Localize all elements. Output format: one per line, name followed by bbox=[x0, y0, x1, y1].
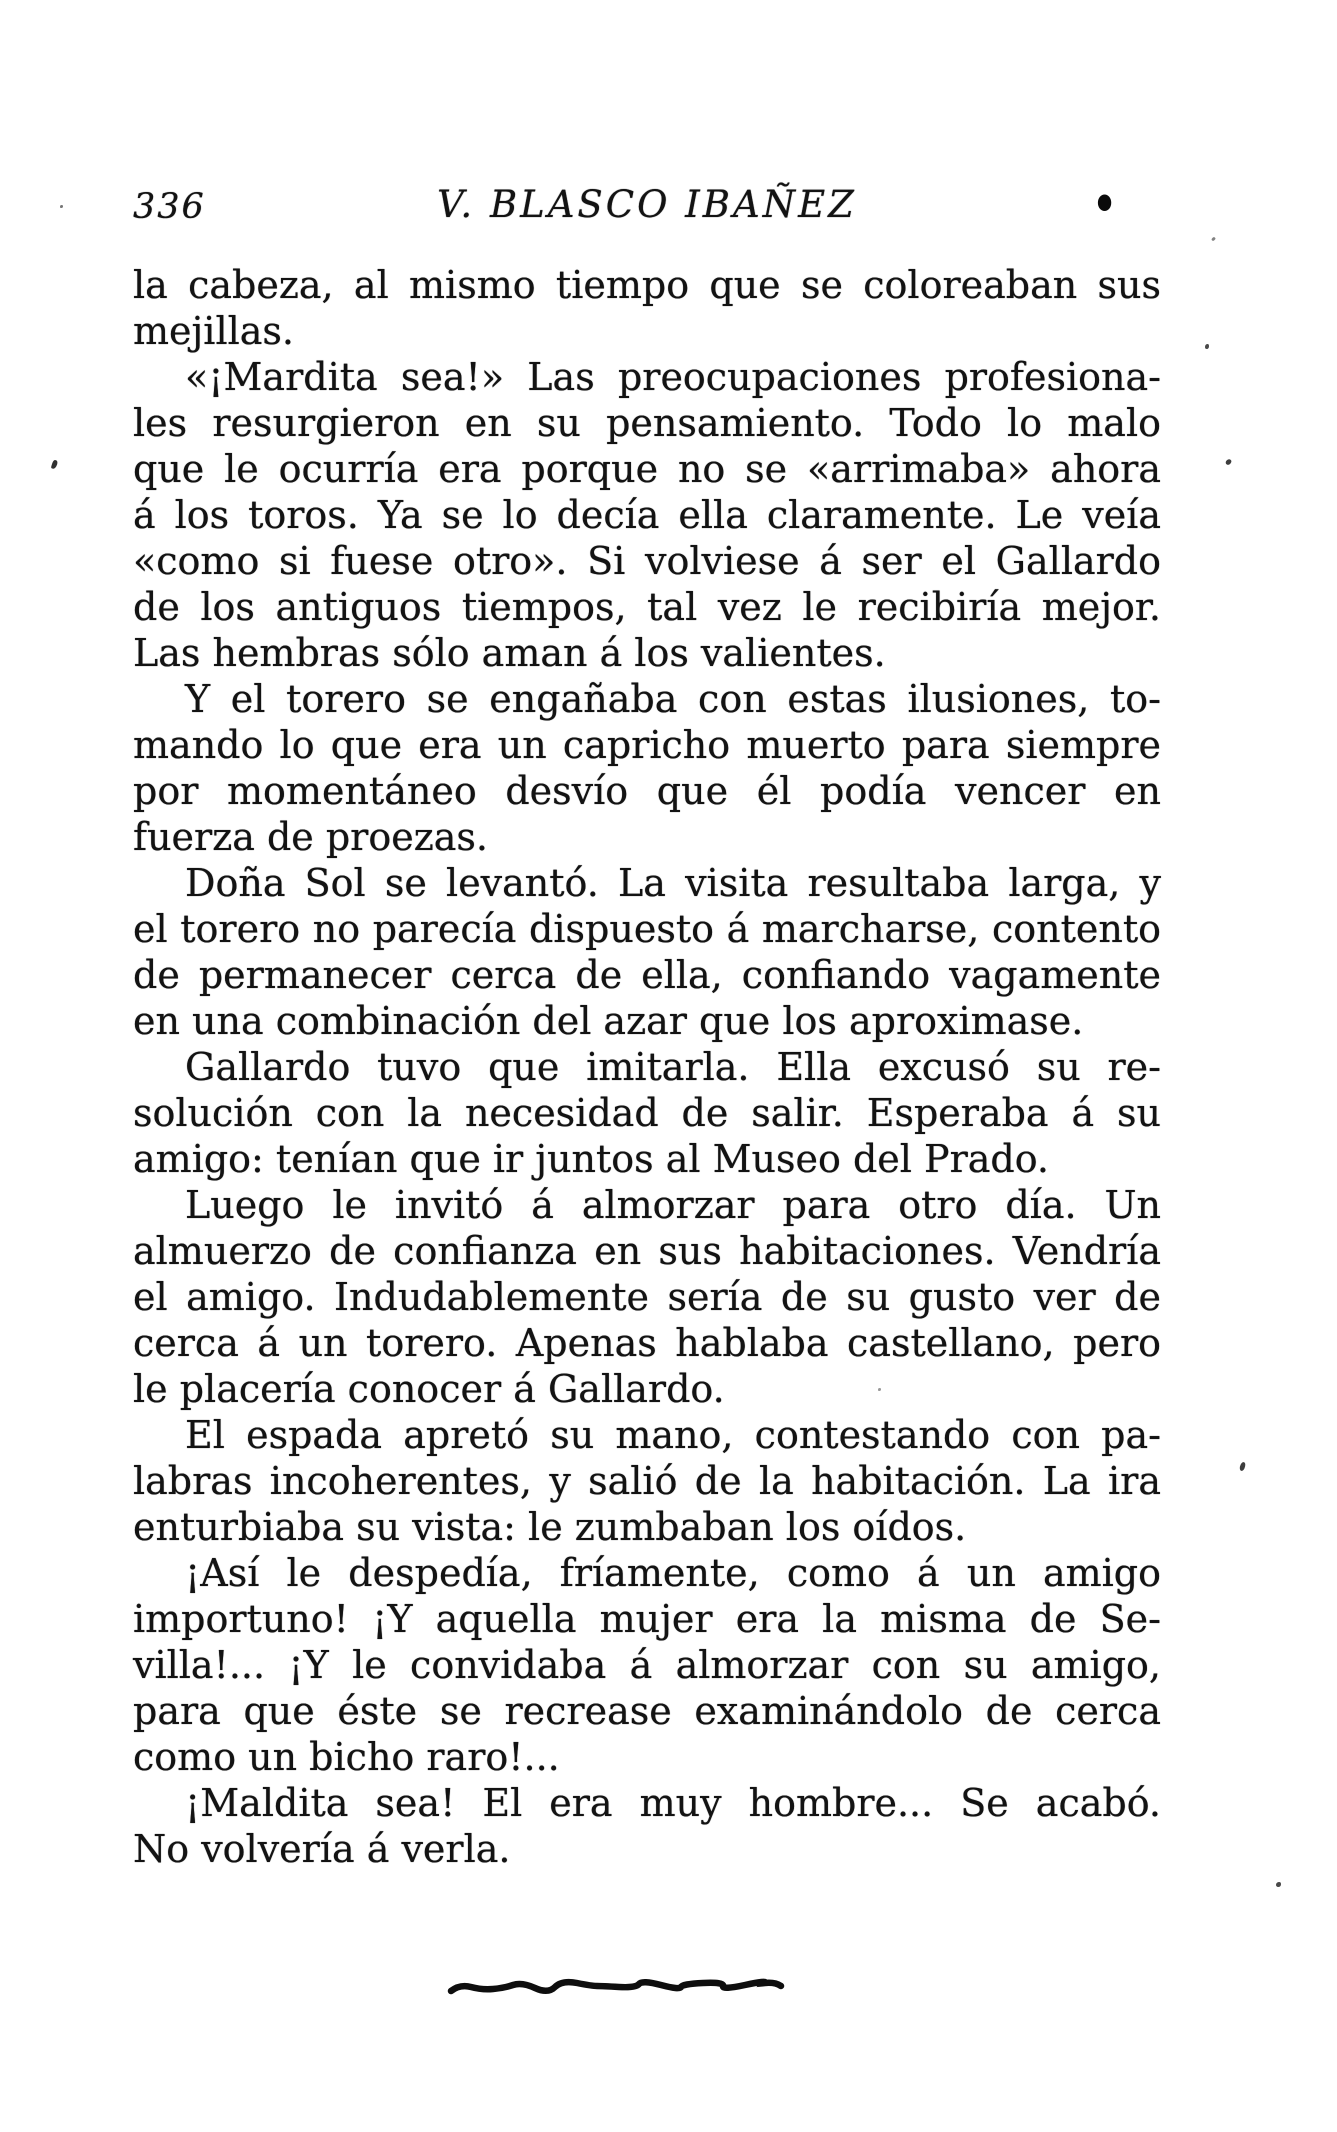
text-line: en una combinación del azar que los aproximase. bbox=[133, 999, 1084, 1043]
text-line: á los toros. Ya se lo decía ella claramente. Le veía bbox=[133, 493, 1161, 537]
text-line: fuerza de proezas. bbox=[133, 815, 488, 859]
text-line: mando lo que era un capricho muerto para siempre bbox=[133, 723, 1161, 767]
text-line: de permanecer cerca de ella, confiando vagamente bbox=[133, 953, 1161, 997]
text-line: el amigo. Indudablemente sería de su gusto ver de bbox=[133, 1275, 1161, 1319]
text-line: mejillas. bbox=[133, 309, 294, 353]
text-line: Gallardo tuvo que imitarla. Ella excusó su re- bbox=[185, 1045, 1161, 1089]
text-line: «como si fuese otro». Si volviese á ser el Gallardo bbox=[133, 539, 1161, 583]
scan-speck bbox=[1205, 344, 1209, 349]
text-line: labras incoherentes, y salió de la habitación. La ira bbox=[133, 1459, 1161, 1503]
text-line: Luego le invitó á almorzar para otro día. Un bbox=[185, 1183, 1161, 1227]
page-header bbox=[133, 170, 1161, 239]
end-divider-squiggle bbox=[447, 1976, 837, 2000]
text-line: Doña Sol se levantó. La visita resultaba larga, y bbox=[185, 861, 1161, 905]
text-block bbox=[133, 262, 1161, 1872]
text-line: solución con la necesidad de salir. Esperaba á su bbox=[133, 1091, 1161, 1135]
text-line: El espada apretó su mano, contestando con pa- bbox=[185, 1413, 1161, 1457]
scan-speck bbox=[1276, 1882, 1281, 1887]
text-line: Y el torero se engañaba con estas ilusiones, to- bbox=[185, 677, 1161, 721]
text-line: enturbiaba su vista: le zumbaban los oídos. bbox=[133, 1505, 967, 1549]
scan-speck bbox=[60, 205, 63, 208]
text-line: de los antiguos tiempos, tal vez le recibiría mejor. bbox=[133, 585, 1161, 629]
text-line: amigo: tenían que ir juntos al Museo del Prado. bbox=[133, 1137, 1050, 1181]
text-line: No volvería á verla. bbox=[133, 1827, 511, 1871]
text-line: ¡Así le despedía, fríamente, como á un amigo bbox=[185, 1551, 1161, 1595]
scan-speck bbox=[1211, 237, 1216, 242]
text-line: almuerzo de confianza en sus habitaciones. Vendría bbox=[133, 1229, 1161, 1273]
text-line: que le ocurría era porque no se «arrimaba» ahora bbox=[133, 447, 1161, 491]
text-line: «¡Mardita sea!» Las preocupaciones profesiona- bbox=[185, 355, 1161, 399]
scan-speck bbox=[1239, 1462, 1246, 1472]
text-line: cerca á un torero. Apenas hablaba castellano, pero bbox=[133, 1321, 1161, 1365]
running-title: V. BLASCO IBAÑEZ bbox=[437, 183, 857, 226]
scan-speck bbox=[51, 459, 59, 469]
text-line: villa!... ¡Y le convidaba á almorzar con su amigo, bbox=[133, 1643, 1161, 1687]
text-line: el torero no parecía dispuesto á marcharse, contento bbox=[133, 907, 1161, 951]
text-line: la cabeza, al mismo tiempo que se coloreaban sus bbox=[133, 263, 1161, 307]
scan-speck bbox=[1225, 458, 1232, 466]
text-line: Las hembras sólo aman á los valientes. bbox=[133, 631, 886, 675]
text-line: le placería conocer á Gallardo. bbox=[133, 1367, 725, 1411]
text-line: como un bicho raro!... bbox=[133, 1735, 560, 1779]
text-line: por momentáneo desvío que él podía vencer en bbox=[133, 769, 1161, 813]
page-number: 336 bbox=[133, 187, 206, 227]
text-line: les resurgieron en su pensamiento. Todo lo malo bbox=[133, 401, 1161, 445]
ink-blot: • bbox=[1091, 170, 1119, 238]
text-line: importuno! ¡Y aquella mujer era la misma de Se- bbox=[133, 1597, 1161, 1641]
text-line: para que éste se recrease examinándolo de cerca bbox=[133, 1689, 1161, 1733]
text-line: ¡Maldita sea! El era muy hombre... Se acabó. bbox=[185, 1781, 1161, 1825]
